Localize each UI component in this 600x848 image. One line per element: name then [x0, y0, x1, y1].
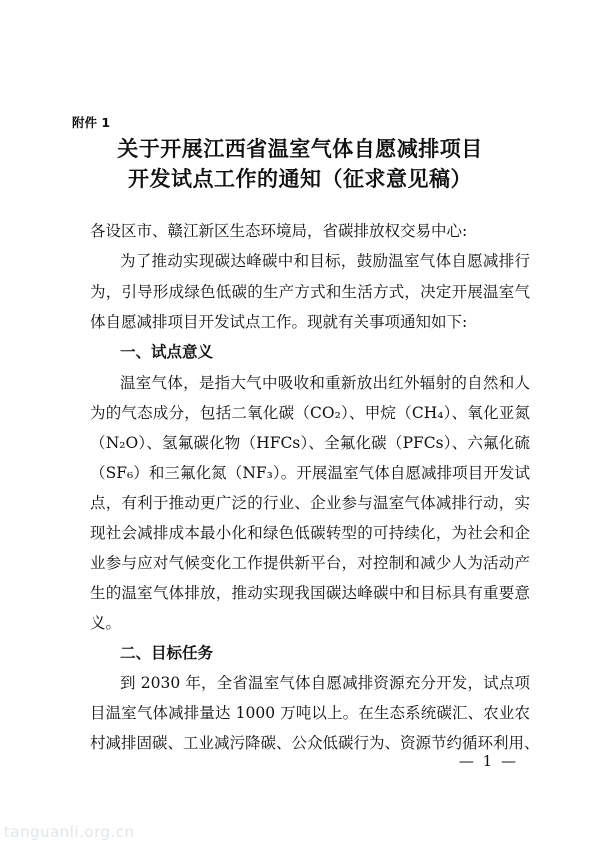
paragraph-line: （SF₆）和三氟化氮（NF₃）。开展温室气体自愿减排项目开发试 — [90, 464, 530, 482]
paragraph-line: 义。 — [90, 614, 122, 632]
paragraph-line: 业参与应对气候变化工作提供新平台，对控制和减少人为活动产 — [90, 554, 530, 572]
paragraph-line: 到 2030 年，全省温室气体自愿减排资源充分开发，试点项 — [120, 674, 530, 692]
document-title-line-2: 开发试点工作的通知（征求意见稿） — [128, 166, 472, 191]
intro-line: 体自愿减排项目开发试点工作。现就有关事项通知如下: — [90, 313, 468, 331]
document-title-line-1: 关于开展江西省温室气体自愿减排项目 — [117, 136, 483, 161]
paragraph-line: 村减排固碳、工业减污降碳、公众低碳行为、资源节约循环利用、 — [90, 734, 540, 752]
page-number: — 1 — — [458, 752, 518, 770]
intro-line: 为，引导形成绿色低碳的生产方式和生活方式，决定开展温室气 — [90, 283, 530, 301]
paragraph-line: 生的温室气体排放，推动实现我国碳达峰碳中和目标具有重要意 — [90, 584, 530, 602]
paragraph-line: 为的气态成分，包括二氧化碳（CO₂）、甲烷（CH₄）、氧化亚氮 — [90, 404, 530, 422]
paragraph-line: 点，有利于推动更广泛的行业、企业参与温室气体减排行动，实 — [90, 494, 530, 512]
paragraph-line: 目温室气体减排量达 1000 万吨以上。在生态系统碳汇、农业农 — [90, 704, 530, 722]
paragraph-line: 现社会减排成本最小化和绿色低碳转型的可持续化，为社会和企 — [90, 524, 530, 542]
watermark-text: tanguanli.org.cn — [4, 823, 135, 841]
paragraph-line: 温室气体，是指大气中吸收和重新放出红外辐射的自然和人 — [120, 374, 530, 392]
section-heading-significance: 一、试点意义 — [120, 343, 214, 361]
paragraph-line: （N₂O）、氢氟碳化物（HFCs）、全氟化碳（PFCs）、六氟化硫 — [90, 434, 530, 452]
section-heading-goals: 二、目标任务 — [120, 644, 214, 662]
attachment-label: 附件 1 — [72, 115, 111, 130]
intro-line: 为了推动实现碳达峰碳中和目标，鼓励温室气体自愿减排行 — [120, 252, 530, 270]
salutation: 各设区市、赣江新区生态环境局，省碳排放权交易中心: — [90, 222, 468, 240]
